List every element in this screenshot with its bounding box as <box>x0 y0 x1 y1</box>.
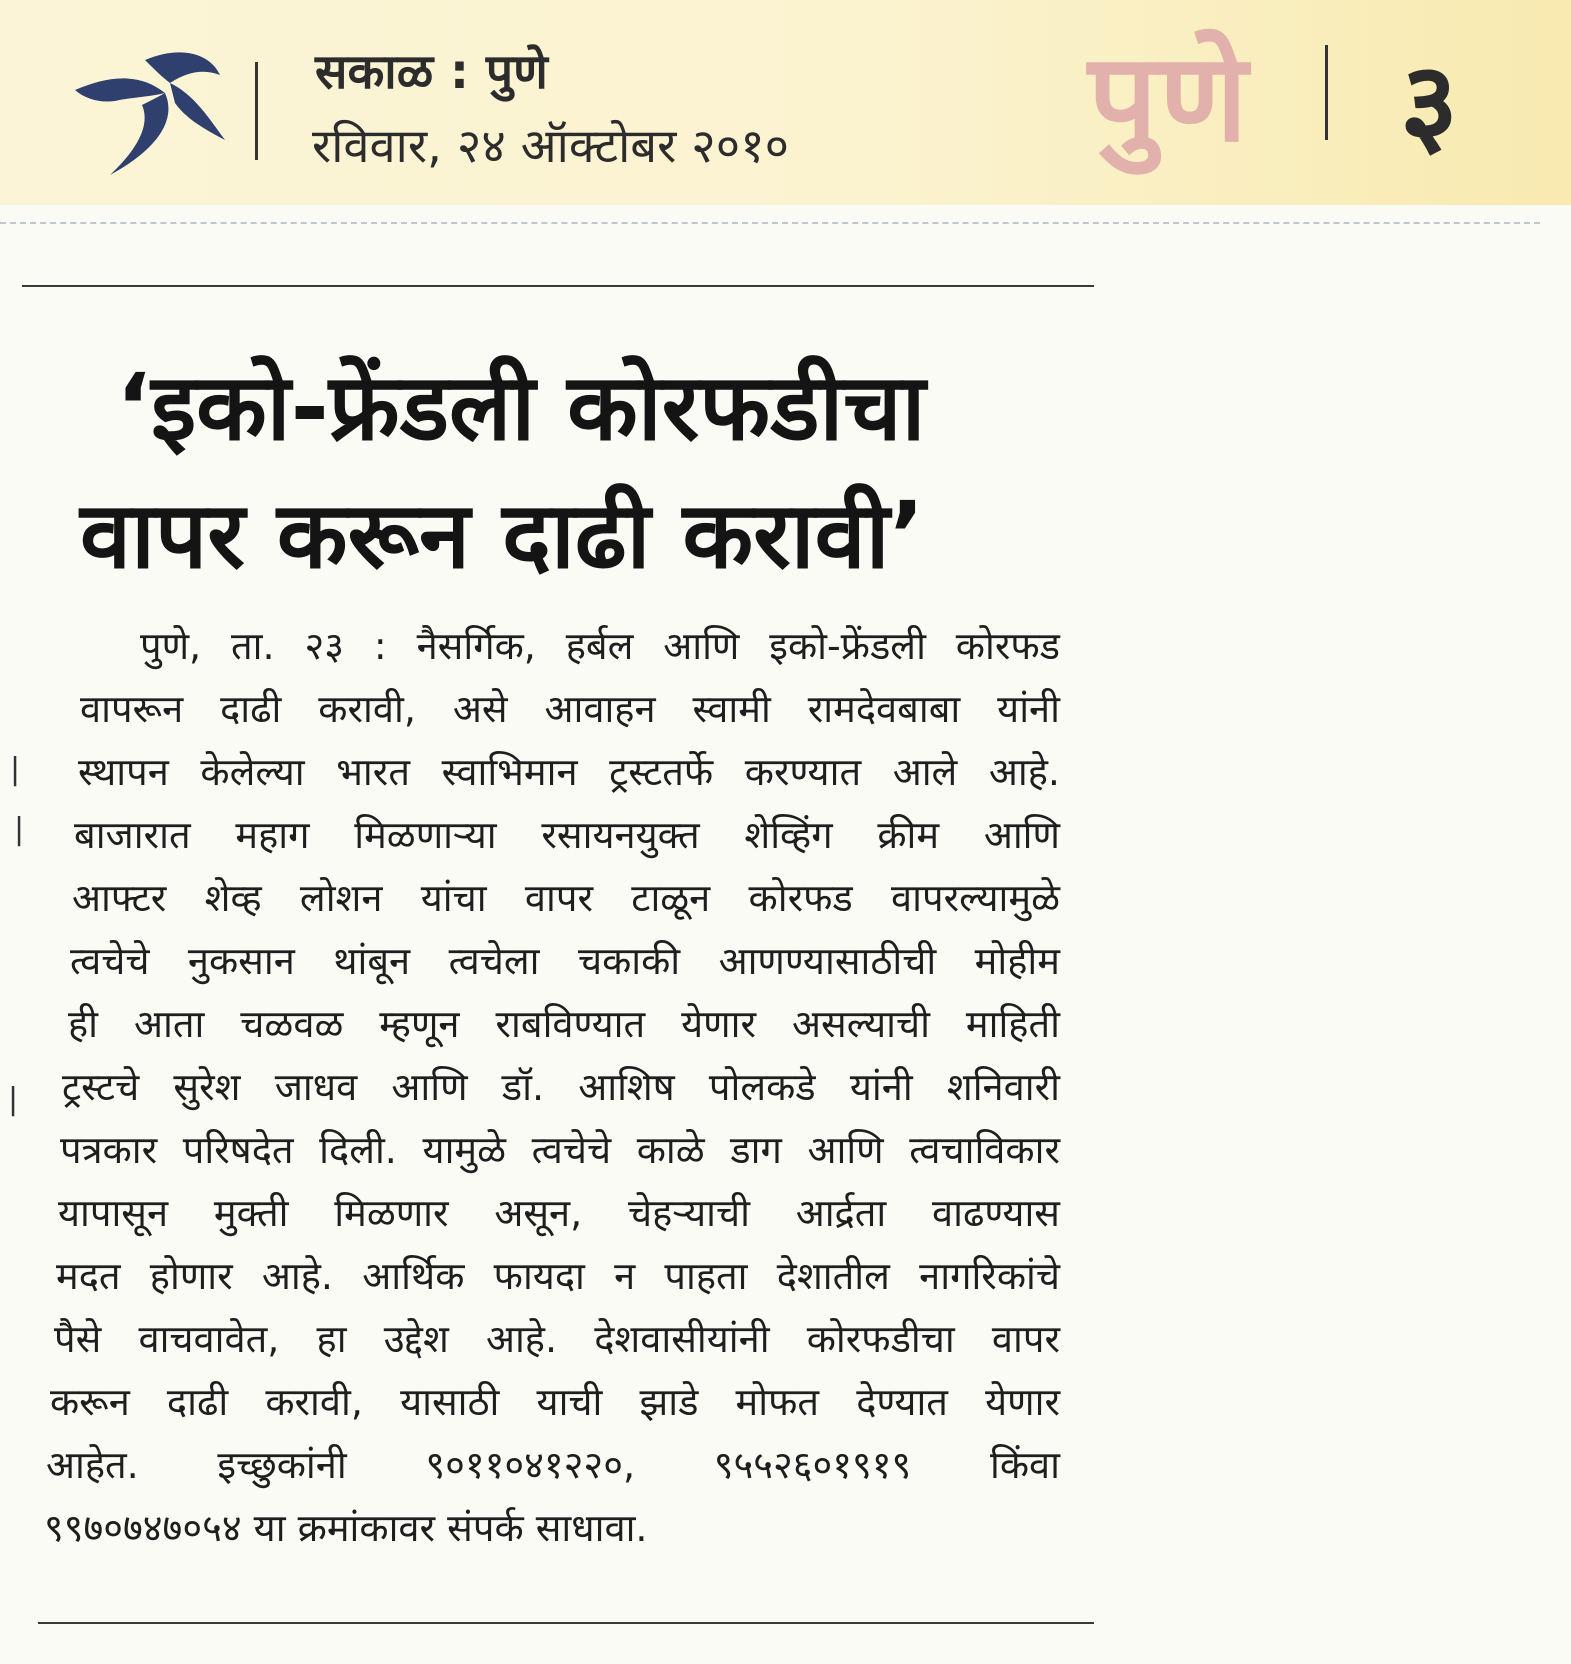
body-line: आहेत. इच्छुकांनी ९०११०४१२२०, ९५५२६०१९१९ किंवा <box>46 1443 1060 1487</box>
body-line: पत्रकार परिषदेत दिली. यामुळे त्वचेचे काळे डाग आणि त्वचाविकार <box>60 1128 1060 1172</box>
masthead-divider <box>0 222 1540 224</box>
page-number-separator <box>1325 45 1328 140</box>
headline-line-1: ‘इको-फ्रेंडली कोरफडीचा <box>116 354 926 461</box>
article-bottom-rule <box>38 1622 1094 1624</box>
margin-mark: | <box>8 1082 19 1117</box>
body-line: ९९७०७४७०५४ या क्रमांकावर संपर्क साधावा. <box>44 1506 648 1550</box>
body-line: करून दाढी करावी, यासाठी याची झाडे मोफत देण्यात येणार <box>50 1380 1060 1424</box>
body-line: वापरून दाढी करावी, असे आवाहन स्वामी रामदेवबाबा यांनी <box>80 687 1060 731</box>
body-line: यापासून मुक्ती मिळणार असून, चेहऱ्याची आर्द्रता वाढण्यास <box>58 1191 1060 1235</box>
body-line: मदत होणार आहे. आर्थिक फायदा न पाहता देशातील नागरिकांचे <box>56 1254 1060 1298</box>
body-line: ट्रस्टचे सुरेश जाधव आणि डॉ. आशिष पोलकडे यांनी शनिवारी <box>62 1065 1060 1109</box>
margin-mark: | <box>10 752 21 787</box>
body-line: स्थापन केलेल्या भारत स्वाभिमान ट्रस्टतर्फे करण्यात आले आहे. <box>78 750 1060 794</box>
body-line: बाजारात महाग मिळणाऱ्या रसायनयुक्त शेव्हिंग क्रीम आणि <box>74 813 1060 857</box>
body-line: त्वचेचे नुकसान थांबून त्वचेला चकाकी आणण्यासाठीची मोहीम <box>70 939 1060 983</box>
edition-name: पुणे <box>1088 27 1250 169</box>
headline-line-2: वापर करून दाढी करावी’ <box>80 482 925 589</box>
body-line: आफ्टर शेव्ह लोशन यांचा वापर टाळून कोरफड वापरल्यामुळे <box>72 876 1060 920</box>
paper-name: सकाळ : पुणे <box>315 44 548 100</box>
body-line: ही आता चळवळ म्हणून राबविण्यात येणार असल्याची माहिती <box>68 1002 1060 1046</box>
body-line: पुणे, ता. २३ : नैसर्गिक, हर्बल आणि इको-फ्रेंडली कोरफड <box>140 624 1060 668</box>
body-line: पैसे वाचवावेत, हा उद्देश आहे. देशवासीयांनी कोरफडीचा वापर <box>54 1317 1060 1361</box>
page-number: ३ <box>1400 39 1459 169</box>
article-top-rule <box>22 285 1094 287</box>
article-body <box>30 615 1060 1560</box>
masthead-separator <box>255 62 258 160</box>
sakal-bird-logo-icon <box>70 45 230 180</box>
issue-date: रविवार, २४ ऑक्टोबर २०१० <box>312 119 790 174</box>
margin-mark: | <box>14 812 25 847</box>
masthead <box>0 0 1571 205</box>
